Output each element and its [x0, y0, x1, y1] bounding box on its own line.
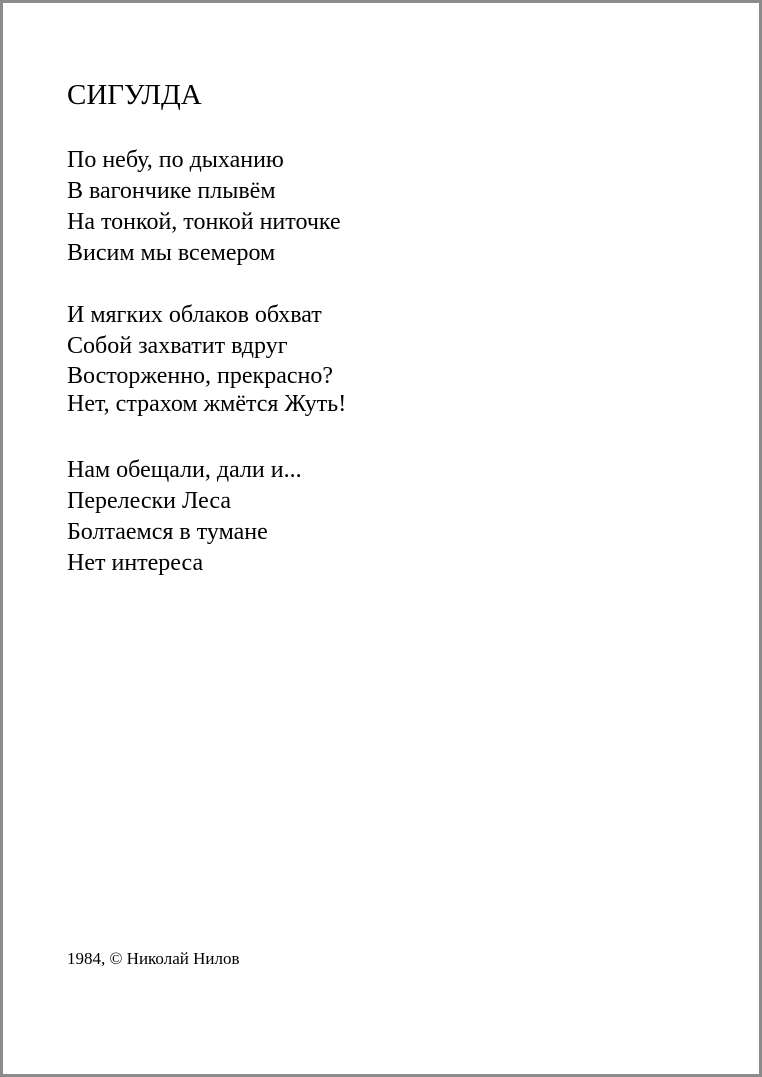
stanza-1-line-4: Висим мы всемером	[67, 240, 276, 266]
stanza-3-line-4: Нет интереса	[67, 550, 204, 576]
stanza-2-line-4: Нет, страхом жмётся Жуть!	[67, 391, 347, 417]
stanza-3-line-1: Нам обещали, дали и...	[67, 457, 302, 483]
stanza-1	[67, 145, 341, 269]
stanza-3	[67, 455, 302, 579]
stanza-2-line-3: Восторженно, прекрасно?	[67, 363, 333, 389]
stanza-3-line-3: Болтаемся в тумане	[67, 519, 268, 545]
stanza-2-line-1: И мягких облаков обхват	[67, 302, 322, 328]
stanza-1-line-1: По небу, по дыханию	[67, 147, 284, 173]
stanza-1-line-3: На тонкой, тонкой ниточке	[67, 209, 341, 235]
stanza-2-line-2: Собой захватит вдруг	[67, 333, 288, 359]
copyright-footer: 1984, © Николай Нилов	[67, 949, 240, 968]
stanza-2	[67, 300, 346, 418]
stanza-1-line-2: В вагончике плывём	[67, 178, 276, 204]
stanza-3-line-2: Перелески Леса	[67, 488, 231, 514]
poem-title: СИГУЛДА	[67, 79, 202, 111]
